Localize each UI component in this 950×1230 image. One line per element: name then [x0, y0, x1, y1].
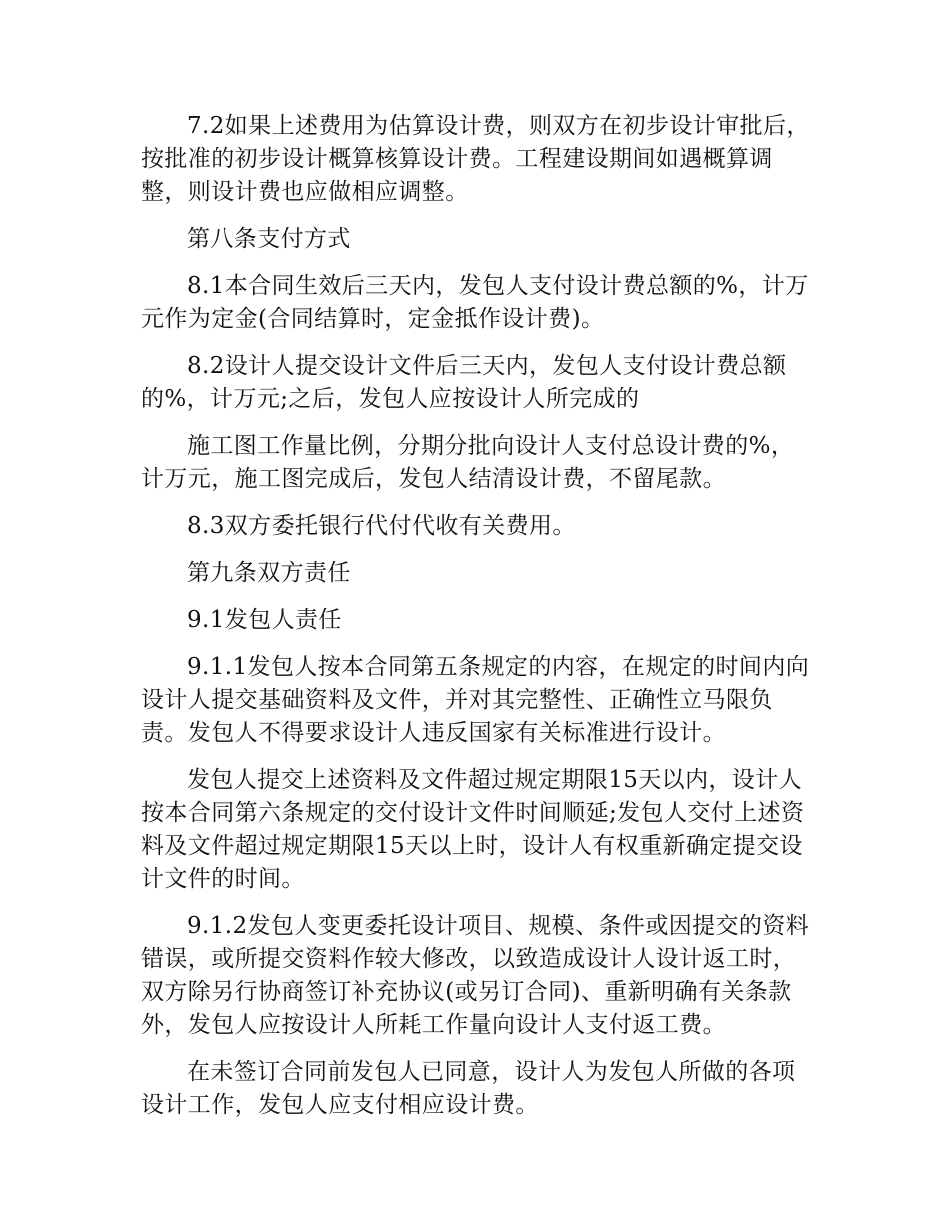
- paragraph-9-1-1: 9.1.1发包人按本合同第五条规定的内容，在规定的时间内向设计人提交基础资料及文件，并对其完整性、正确性立马限负责。发包人不得要求设计人违反国家有关标准进行设计。: [141, 654, 810, 746]
- paragraph-8-2-continued: 施工图工作量比例，分期分批向设计人支付总设计费的%，计万元，施工图完成后，发包人结清设计费，不留尾款。: [141, 433, 795, 492]
- heading-9-1: 9.1发包人责任: [187, 607, 342, 633]
- paragraph-9-1-2-continued: 在未签订合同前发包人已同意，设计人为发包人所做的各项设计工作，发包人应支付相应设计费。: [141, 1059, 796, 1118]
- paragraph-9-1-1-continued: 发包人提交上述资料及文件超过规定期限15天以内，设计人按本合同第六条规定的交付设计文件时间顺延;发包人交付上述资料及文件超过规定期限15天以上时，设计人有权重新确定提交设计文件的时间。: [141, 767, 805, 892]
- paragraph-7-2: 7.2如果上述费用为估算设计费，则双方在初步设计审批后，按批准的初步设计概算核算设计费。工程建设期间如遇概算调整，则设计费也应做相应调整。: [141, 113, 810, 205]
- document-body: [141, 110, 813, 1136]
- paragraph-8-3: 8.3双方委托银行代付代收有关费用。: [187, 513, 576, 539]
- paragraph-8-2: 8.2设计人提交设计文件后三天内，发包人支付设计费总额的%，计万元;之后，发包人应按设计人所完成的: [141, 353, 787, 412]
- paragraph-9-1-2: 9.1.2发包人变更委托设计项目、规模、条件或因提交的资料错误，或所提交资料作较大修改，以致造成设计人设计返工时，双方除另行协商签订补充协议(或另订合同)、重新明确有关条款外，发包人应按设计人所耗工作量向设计人支付返工费。: [141, 913, 810, 1038]
- paragraph-8-1: 8.1本合同生效后三天内，发包人支付设计费总额的%，计万元作为定金(合同结算时，定金抵作设计费)。: [141, 273, 809, 332]
- heading-article-8: 第八条支付方式: [187, 226, 351, 252]
- heading-article-9: 第九条双方责任: [187, 560, 351, 586]
